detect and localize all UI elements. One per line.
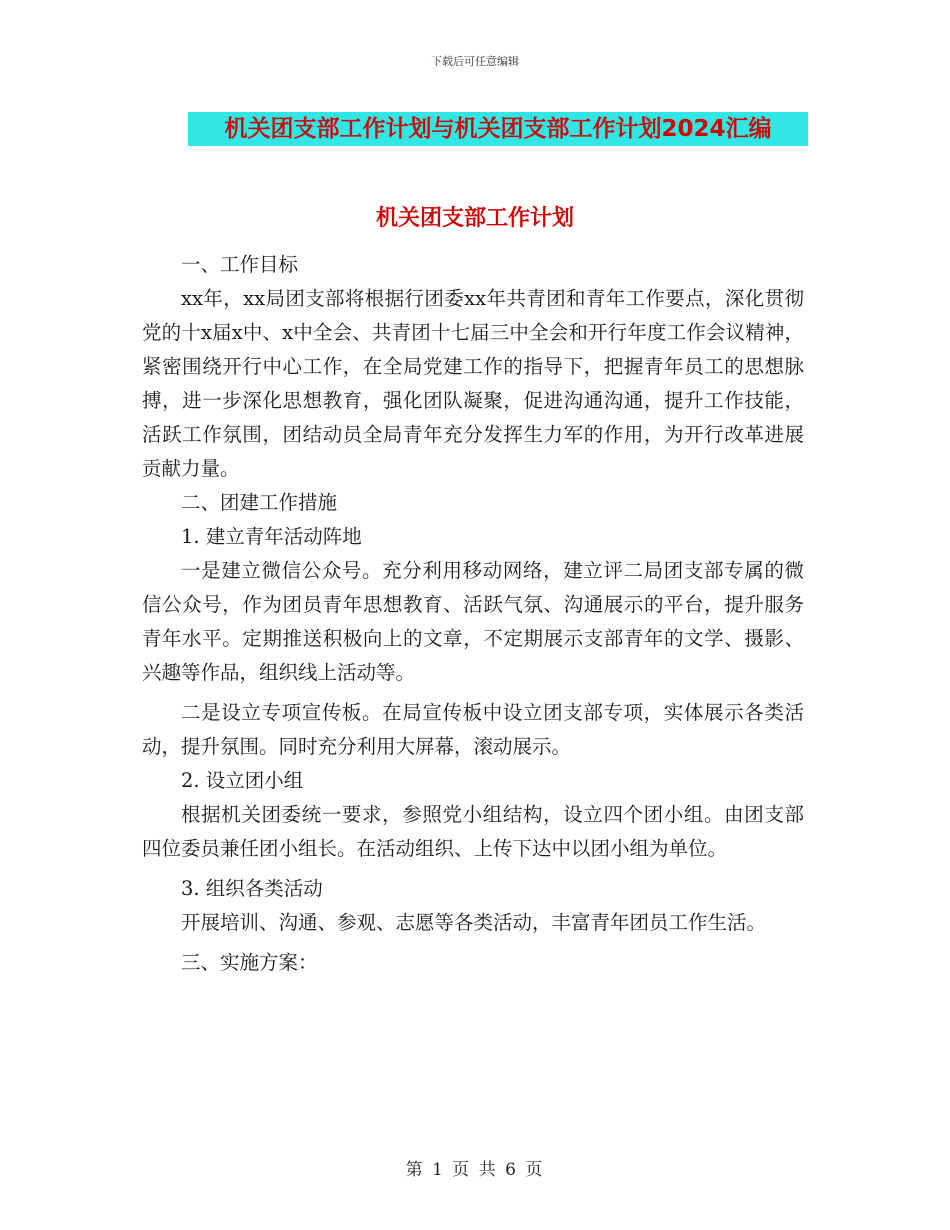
- section-heading-measures: 二、团建工作措施: [181, 491, 338, 514]
- paragraph-board: 二是设立专项宣传板。在局宣传板中设立团支部专项，实体展示各类活动，提升氛围。同时充分利用大屏幕，滚动展示。: [142, 701, 804, 758]
- paragraph-groups: 根据机关团委统一要求，参照党小组结构，设立四个团小组。由团支部四位委员兼任团小组长。在活动组织、上传下达中以团小组为单位。: [142, 803, 804, 860]
- document-body: [142, 248, 804, 980]
- sub-title: 机关团支部工作计划: [375, 206, 574, 231]
- paragraph-wechat: 一是建立微信公众号。充分利用移动网络，建立评二局团支部专属的微信公众号，作为团员青年思想教育、活跃气氛、沟通展示的平台，提升服务青年水平。定期推送积极向上的文章，不定期展示支部青年的文学、摄影、兴趣等作品，组织线上活动等。: [142, 559, 804, 684]
- subheading-activity-base: 1. 建立青年活动阵地: [181, 525, 362, 548]
- header-note: 下载后可任意编辑: [431, 55, 519, 68]
- page-footer: 第 1 页 共 6 页: [405, 1160, 545, 1180]
- subheading-activities: 3. 组织各类活动: [181, 877, 323, 900]
- section-heading-goals: 一、工作目标: [181, 253, 299, 276]
- section-heading-plan: 三、实施方案：: [181, 951, 318, 974]
- main-title: 机关团支部工作计划与机关团支部工作计划2024汇编: [188, 112, 808, 146]
- paragraph-activities: 开展培训、沟通、参观、志愿等各类活动，丰富青年团员工作生活。: [181, 911, 767, 934]
- subheading-groups: 2. 设立团小组: [181, 769, 304, 792]
- paragraph-goals: xx年，xx局团支部将根据行团委xx年共青团和青年工作要点，深化贯彻党的十x届x中、x中全会、共青团十七届三中全会和开行年度工作会议精神，紧密围绕开行中心工作，在全局党建工作的指导下，把握青年员工的思想脉搏，进一步深化思想教育，强化团队凝聚，促进沟通沟通，提升工作技能，活跃工作氛围，团结动员全局青年充分发挥生力军的作用，为开行改革进展贡献力量。: [142, 287, 804, 480]
